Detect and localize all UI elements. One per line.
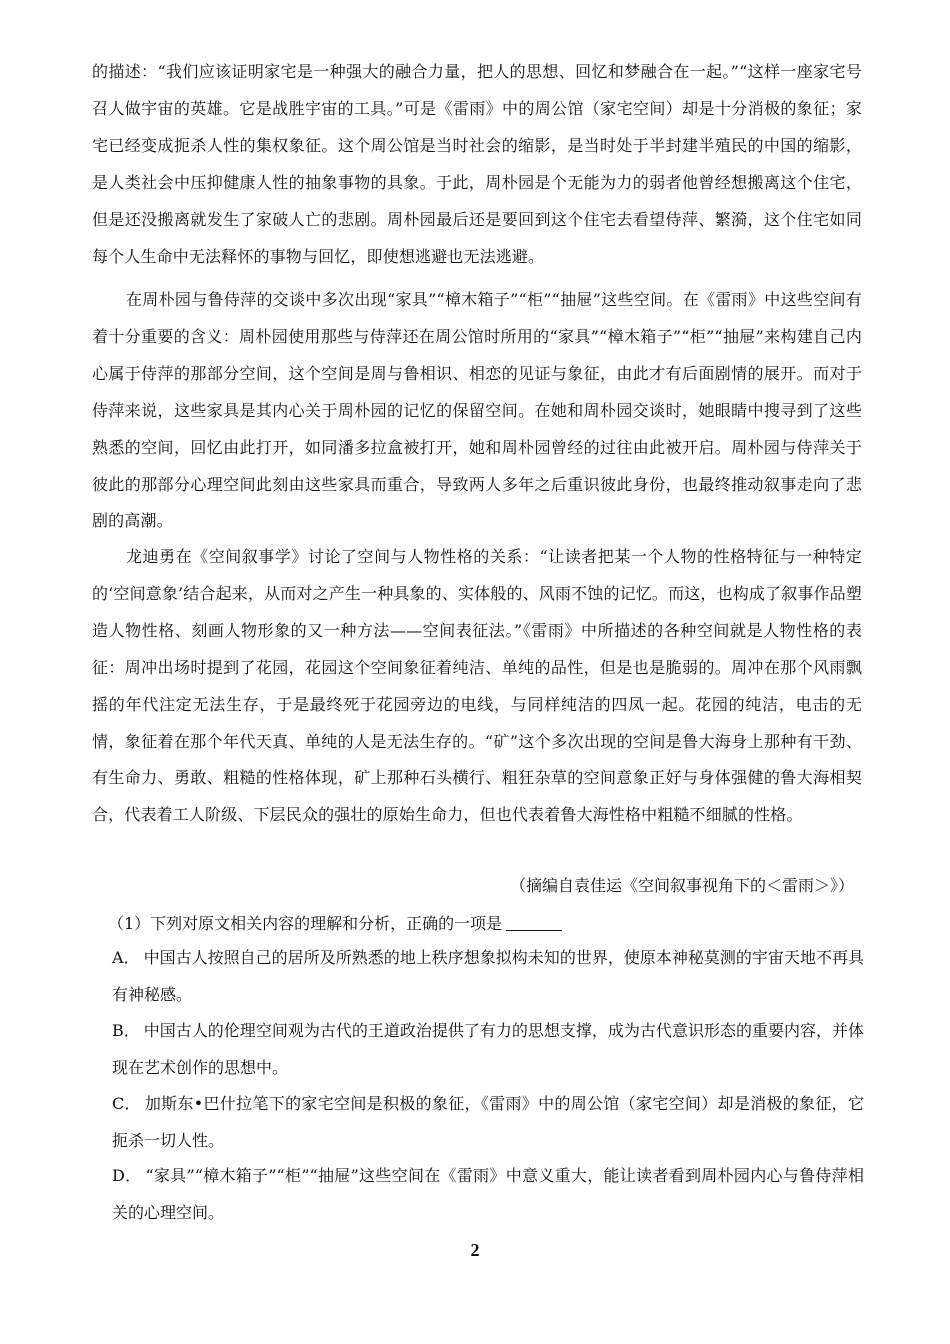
question-stem (108, 906, 562, 942)
source-citation: （摘编自袁佳运《空间叙事视角下的＜雷雨＞》） (509, 876, 854, 895)
option-c (112, 1085, 864, 1159)
option-b-text: 中国古人的伦理空间观为古代的王道政治提供了有力的思想支撑，成为古代意识形态的重要内容，并体现在艺术创作的思想中。 (112, 1021, 864, 1077)
paragraph-character-space: 龙迪勇在《空间叙事学》讨论了空间与人物性格的关系：“让读者把某一个人物的性格特征与一种特定的‘空间意象’结合起来，从而对之产生一种具象的、实体般的、风雨不蚀的记忆。而这，也构成了叙事作品塑造人物性格、刻画人物形象的又一种方法——空间表征法。”《雷雨》中所描述的各种空间就是人物性格的表征：周冲出场时提到了花园，花园这个空间象征着纯洁、单纯的品性，但是也是脆弱的。周冲在那个风雨飘摇的年代注定无法生存，于是最终死于花园旁边的电线，与同样纯洁的四凤一起。花园的纯洁，电击的无情，象征着在那个年代天真、单纯的人是无法生存的。“矿”这个多次出现的空间是鲁大海身上那种有干劲、有生命力、勇敢、粗糙的性格体现，矿上那种石头横行、粗狂杂草的空间意象正好与身体强健的鲁大海相契合，代表着工人阶级、下层民众的强壮的原始生命力，但也代表着鲁大海性格中粗糙不细腻的性格。 (92, 547, 862, 825)
option-a-text: 中国古人按照自己的居所及所熟悉的地上秩序想象拟构未知的世界，使原本神秘莫测的宇宙天地不再具有神秘感。 (112, 948, 864, 1004)
question-stem-text: （1）下列对原文相关内容的理解和分析，正确的一项是 (108, 914, 503, 933)
paragraph-intro-continued: 的描述：“我们应该证明家宅是一种强大的融合力量，把人的思想、回忆和梦融合在一起。”“这样一座家宅号召人做宇宙的英雄。它是战胜宇宙的工具。”可是《雷雨》中的周公馆（家宅空间）却是十分消极的象征；家宅已经变成扼杀人性的集权象征。这个周公馆是当时社会的缩影，是当时处于半封建半殖民的中国的缩影，是人类社会中压抑健康人性的抽象事物的具象。于此，周朴园是个无能为力的弱者他曾经想搬离这个住宅，但是还没搬离就发生了家破人亡的悲剧。周朴园最后还是要回到这个住宅去看望侍萍、繁漪，这个住宅如同每个人生命中无法释怀的事物与回忆，即使想逃避也无法逃避。 (92, 62, 862, 266)
option-c-letter: C． (112, 1094, 141, 1113)
option-d (112, 1157, 864, 1231)
option-d-letter: D． (112, 1166, 142, 1185)
option-a-letter: A． (112, 948, 140, 967)
paragraph-furniture-space: 在周朴园与鲁侍萍的交谈中多次出现“家具”“樟木箱子”“柜”“抽屉”这些空间。在《雷雨》中这些空间有着十分重要的含义：周朴园使用那些与侍萍还在周公馆时所用的“家具”“樟木箱子”“柜”“抽屉”来构建自己内心属于侍萍的那部分空间，这个空间是周与鲁相识、相恋的见证与象征，由此才有后面剧情的展开。而对于侍萍来说，这些家具是其内心关于周朴园的记忆的保留空间。在她和周朴园交谈时，她眼睛中搜寻到了这些熟悉的空间，回忆由此打开，如同潘多拉盒被打开，她和周朴园曾经的过往由此被开启。周朴园与侍萍关于彼此的那部分心理空间此刻由这些家具而重合，导致两人多年之后重识彼此身份，也最终推动叙事走向了悲剧的高潮。 (92, 290, 862, 531)
option-b-letter: B． (112, 1021, 140, 1040)
option-a (112, 939, 864, 1013)
option-d-text: “家具”“樟木箱子”“柜”“抽屉”这些空间在《雷雨》中意义重大，能让读者看到周朴园内心与鲁侍萍相关的心理空间。 (112, 1166, 864, 1222)
option-b (112, 1012, 864, 1086)
option-c-text: 加斯东•巴什拉笔下的家宅空间是积极的象征，《雷雨》中的周公馆（家宅空间）却是消极的象征，它扼杀一切人性。 (112, 1094, 864, 1150)
page-number: 2 (470, 1240, 480, 1260)
answer-blank (506, 914, 562, 931)
